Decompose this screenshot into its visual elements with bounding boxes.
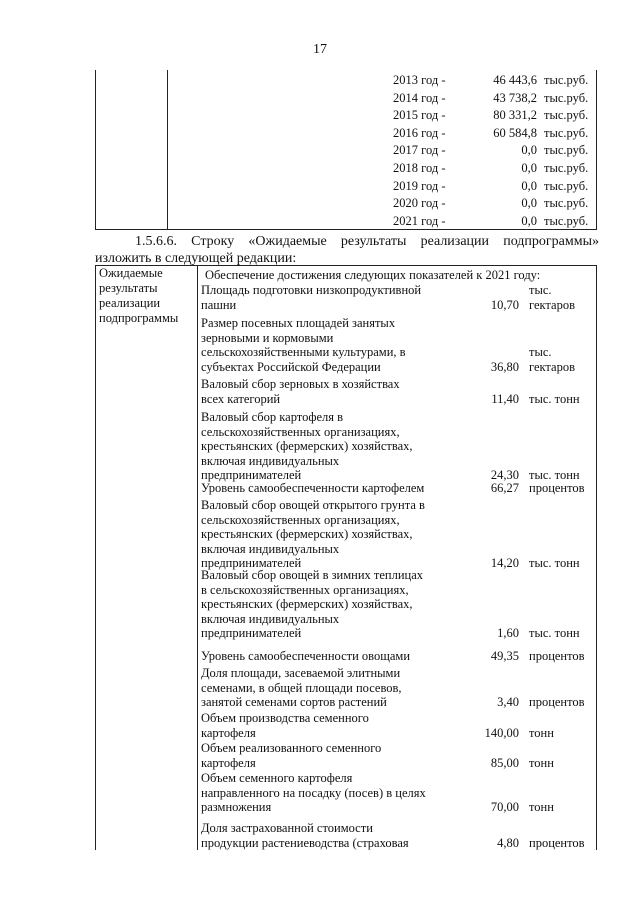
financing-amount: 0,0 xyxy=(521,178,537,193)
indicator-name-line: включая индивидуальных xyxy=(201,611,340,626)
financing-amount: 0,0 xyxy=(521,161,537,175)
indicator-item xyxy=(201,666,595,710)
indicator-name xyxy=(201,711,429,740)
heading-line-2: изложить в следующей редакции: xyxy=(95,251,297,266)
indicator-name-line: Площадь подготовки низкопродуктивной xyxy=(201,283,422,297)
heading-line-1: 1.5.6.6. Строку «Ожидаемые результаты реализации подпрограммы» xyxy=(135,234,599,249)
indicator-name-line: картофеля xyxy=(201,725,256,740)
indicator-unit-line: тыс. тонн xyxy=(529,391,580,406)
financing-year: 2019 год - xyxy=(393,178,446,193)
indicator-unit xyxy=(529,756,554,771)
financing-row xyxy=(95,213,597,230)
table-border-inner xyxy=(197,265,198,850)
indicator-name-line: Доля застрахованной стоимости xyxy=(201,821,373,835)
indicator-name-line: включая индивидуальных xyxy=(201,453,340,468)
indicator-unit xyxy=(529,836,585,851)
indicator-unit-line: тонн xyxy=(529,800,554,815)
financing-year: 2013 год - xyxy=(393,73,446,87)
amendment-heading xyxy=(95,233,599,267)
financing-unit: тыс.руб. xyxy=(544,161,589,175)
indicator-unit-line: процентов xyxy=(529,649,585,663)
indicator-unit xyxy=(529,649,585,664)
financing-row xyxy=(95,160,597,177)
indicator-name xyxy=(201,316,429,374)
indicator-name xyxy=(201,649,429,664)
indicator-item xyxy=(201,377,595,406)
financing-amount: 0,0 xyxy=(521,196,537,211)
indicator-name xyxy=(201,481,429,496)
indicator-unit-line: тыс. xyxy=(529,283,552,297)
indicator-unit-line: гектаров xyxy=(529,297,575,312)
indicator-unit xyxy=(529,283,575,312)
financing-unit: тыс.руб. xyxy=(544,196,589,211)
financing-amount: 0,0 xyxy=(521,213,537,228)
financing-amount: 46 443,6 xyxy=(493,73,537,87)
financing-unit: тыс.руб. xyxy=(544,143,589,158)
indicator-name-line: Валовый сбор овощей в зимних теплицах xyxy=(201,568,424,582)
indicator-unit-line: тыс. тонн xyxy=(529,556,580,571)
indicator-value: 70,00 xyxy=(490,800,519,815)
financing-year: 2016 год - xyxy=(393,125,446,140)
indicator-name xyxy=(201,283,429,312)
indicator-name-line: сельскохозяйственными культурами, в xyxy=(201,345,406,360)
indicator-value: 49,35 xyxy=(490,649,519,663)
indicator-name-line: картофеля xyxy=(201,755,256,770)
indicator-name-line: Уровень самообеспеченности овощами xyxy=(201,649,411,663)
indicator-value: 10,70 xyxy=(490,297,519,312)
indicator-item xyxy=(201,481,595,496)
financing-amount: 43 738,2 xyxy=(493,90,537,105)
indicator-name-line: включая индивидуальных xyxy=(201,541,340,556)
table-border-right xyxy=(596,265,597,850)
indicator-unit xyxy=(529,345,575,374)
indicators-intro: Обеспечение достижения следующих показателей к 2021 году: xyxy=(205,268,541,282)
indicator-unit xyxy=(529,726,554,741)
indicator-name-line: продукции растениеводства (страховая xyxy=(201,835,409,850)
indicator-item xyxy=(201,771,595,815)
indicator-item xyxy=(201,711,595,740)
indicator-unit-line: тыс. xyxy=(529,345,552,360)
indicator-name-line: предпринимателей xyxy=(201,468,302,483)
financing-amount: 80 331,2 xyxy=(493,108,537,123)
row-label xyxy=(99,266,195,326)
financing-amount: 60 584,8 xyxy=(493,125,537,140)
indicator-unit-line: гектаров xyxy=(529,359,575,374)
indicator-name-line: занятой семенами сортов растений xyxy=(201,695,387,710)
indicator-item xyxy=(201,649,595,664)
indicator-name-line: зерновыми и кормовыми xyxy=(201,330,334,345)
indicator-unit-line: процентов xyxy=(529,835,585,850)
financing-row xyxy=(95,142,597,159)
financing-year: 2015 год - xyxy=(393,108,446,123)
indicator-name xyxy=(201,377,429,406)
indicator-name xyxy=(201,666,429,710)
indicator-name-line: всех категорий xyxy=(201,391,281,406)
indicator-value: 4,80 xyxy=(497,835,519,850)
indicator-unit xyxy=(529,481,585,496)
indicator-item xyxy=(201,316,595,374)
indicator-name xyxy=(201,498,429,571)
financing-unit: тыс.руб. xyxy=(544,108,589,123)
indicator-unit-line: тонн xyxy=(529,755,554,770)
indicator-unit xyxy=(529,392,580,407)
indicator-value: 3,40 xyxy=(497,695,519,710)
financing-unit: тыс.руб. xyxy=(544,213,589,228)
indicator-name-line: крестьянских (фермерских) хозяйствах, xyxy=(201,597,413,612)
financing-row xyxy=(95,90,597,107)
financing-row xyxy=(95,72,597,89)
indicator-unit-line: тонн xyxy=(529,725,554,740)
indicator-name xyxy=(201,410,429,483)
financing-year: 2018 год - xyxy=(393,161,446,175)
indicator-name-line: семенами, в общей площади посевов, xyxy=(201,680,402,695)
row-label-line: Ожидаемые xyxy=(99,266,163,280)
financing-amount: 0,0 xyxy=(521,143,537,158)
indicator-name-line: сельскохозяйственных организациях, xyxy=(201,512,400,527)
indicator-unit xyxy=(529,800,554,815)
indicator-unit xyxy=(529,695,585,710)
indicator-name-line: Объем семенного картофеля xyxy=(201,771,353,785)
indicator-value: 11,40 xyxy=(491,391,519,406)
indicator-name-line: пашни xyxy=(201,297,237,312)
financing-row xyxy=(95,125,597,142)
financing-row xyxy=(95,195,597,212)
row-label-line: реализации xyxy=(99,296,161,310)
indicator-unit xyxy=(529,626,580,641)
page-number: 17 xyxy=(313,42,327,57)
indicator-name xyxy=(201,568,429,641)
indicator-name-line: направленного на посадку (посев) в целях xyxy=(201,785,426,800)
indicator-name xyxy=(201,741,429,770)
financing-unit: тыс.руб. xyxy=(544,125,589,140)
indicator-name-line: Валовый сбор зерновых в хозяйствах xyxy=(201,377,400,391)
indicator-item xyxy=(201,498,595,571)
financing-unit: тыс.руб. xyxy=(544,73,589,87)
indicator-name-line: субъектах Российской Федерации xyxy=(201,359,381,374)
row-label-line: подпрограммы xyxy=(99,311,179,325)
indicator-unit-line: процентов xyxy=(529,481,585,495)
indicator-item xyxy=(201,741,595,770)
indicator-name-line: Объем производства семенного xyxy=(201,711,369,725)
indicator-name-line: Объем реализованного семенного xyxy=(201,741,382,755)
row-label-line: результаты xyxy=(99,281,158,295)
expected-results-table xyxy=(95,265,597,850)
indicator-name-line: Валовый сбор овощей открытого грунта в xyxy=(201,498,425,512)
indicator-item xyxy=(201,568,595,641)
indicator-value: 1,60 xyxy=(497,626,519,641)
indicator-unit-line: процентов xyxy=(529,695,585,710)
indicator-name xyxy=(201,821,429,850)
financing-unit: тыс.руб. xyxy=(544,178,589,193)
table-border-left xyxy=(95,265,96,850)
financing-unit: тыс.руб. xyxy=(544,90,589,105)
financing-year: 2021 год - xyxy=(393,213,446,228)
indicator-name-line: Валовый сбор картофеля в xyxy=(201,410,344,424)
indicator-name xyxy=(201,771,429,815)
indicator-name-line: крестьянских (фермерских) хозяйствах, xyxy=(201,439,413,454)
indicator-value: 36,80 xyxy=(490,359,519,374)
financing-year: 2020 год - xyxy=(393,196,446,211)
indicator-name-line: предпринимателей xyxy=(201,556,302,571)
indicator-name-line: предпринимателей xyxy=(201,626,302,641)
indicator-unit-line: тыс. тонн xyxy=(529,626,580,641)
financing-table xyxy=(95,70,597,230)
indicator-value: 66,27 xyxy=(490,481,519,495)
indicator-value: 85,00 xyxy=(490,755,519,770)
financing-row xyxy=(95,178,597,195)
indicator-value: 14,20 xyxy=(490,556,519,571)
indicator-unit-line: тыс. тонн xyxy=(529,468,580,483)
indicator-name-line: крестьянских (фермерских) хозяйствах, xyxy=(201,527,413,542)
indicator-item xyxy=(201,821,595,850)
financing-row xyxy=(95,107,597,124)
indicator-name-line: размножения xyxy=(201,800,272,815)
financing-year: 2017 год - xyxy=(393,143,446,158)
indicator-name-line: в сельскохозяйственных организациях, xyxy=(201,582,409,597)
indicator-item xyxy=(201,410,595,483)
financing-year: 2014 год - xyxy=(393,90,446,105)
indicator-value: 140,00 xyxy=(484,725,519,740)
indicator-value: 24,30 xyxy=(490,468,519,483)
indicator-name-line: Уровень самообеспеченности картофелем xyxy=(201,481,425,495)
indicator-item xyxy=(201,283,595,312)
indicator-name-line: Размер посевных площадей занятых xyxy=(201,316,396,330)
indicator-name-line: сельскохозяйственных организациях, xyxy=(201,424,400,439)
indicator-name-line: Доля площади, засеваемой элитными xyxy=(201,666,401,680)
